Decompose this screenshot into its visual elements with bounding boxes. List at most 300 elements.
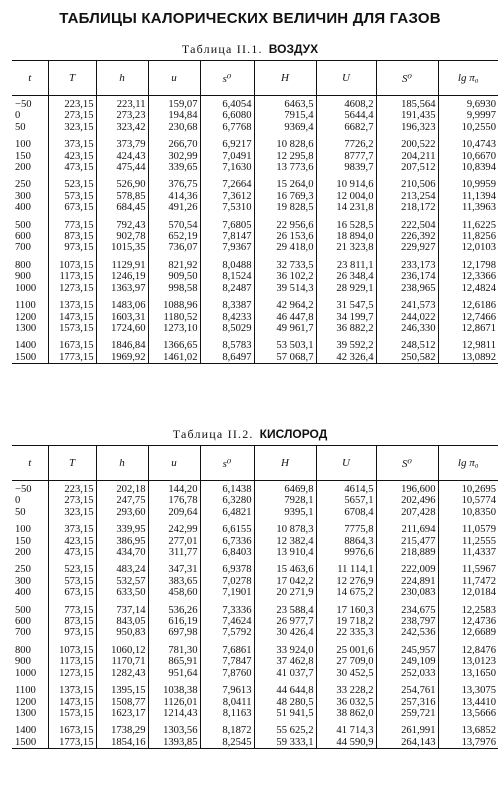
table-cell: 211,694	[376, 524, 438, 535]
table-cell: 737,14	[96, 605, 148, 616]
table-cell: 6708,4	[316, 507, 376, 518]
table-cell: 7,4624	[200, 616, 254, 627]
table-cell: 6,8403	[200, 547, 254, 558]
table-cell: 6,9217	[200, 139, 254, 150]
table-cell: 323,42	[96, 122, 148, 133]
column-header: lg π₀	[438, 446, 498, 481]
table-cell: 414,36	[148, 191, 200, 202]
table-cell: 339,65	[148, 162, 200, 173]
table-cell: 210,506	[376, 179, 438, 190]
table-cell: 909,50	[148, 271, 200, 282]
table-cell: 261,991	[376, 725, 438, 736]
table-cell: 8,5029	[200, 323, 254, 334]
table-cell: 323,15	[48, 507, 96, 518]
table-cell: 1854,16	[96, 737, 148, 749]
table-cell: 6,3280	[200, 495, 254, 506]
table-cell: 254,761	[376, 685, 438, 696]
table-cell: 633,50	[96, 587, 148, 598]
table-cell: 9395,1	[254, 507, 316, 518]
table-cell: 11,0579	[438, 524, 498, 535]
table-cell: 1303,56	[148, 725, 200, 736]
table-row	[12, 340, 498, 351]
table-cell: 673,15	[48, 202, 96, 213]
table-cell: 1483,06	[96, 300, 148, 311]
table-row	[12, 708, 498, 719]
table-cell: 42 964,2	[254, 300, 316, 311]
table-cell: 475,44	[96, 162, 148, 173]
table-cell: 1038,38	[148, 685, 200, 696]
table-cell: 31 547,5	[316, 300, 376, 311]
table-cell: 6682,7	[316, 122, 376, 133]
table-cell: 273,23	[96, 110, 148, 121]
table-cell: 7928,1	[254, 495, 316, 506]
table-cell: 684,45	[96, 202, 148, 213]
table-cell: 12,3366	[438, 271, 498, 282]
table-cell: 11,2555	[438, 536, 498, 547]
table-cell: 12 382,4	[254, 536, 316, 547]
table-cell: 229,927	[376, 242, 438, 253]
table-cell: 100	[12, 524, 48, 535]
table-cell: 8,0411	[200, 697, 254, 708]
header-row	[12, 61, 498, 96]
table-cell: 11,8256	[438, 231, 498, 242]
table-cell: 36 882,2	[316, 323, 376, 334]
table-cell: 10,2695	[438, 481, 498, 496]
table-cell: 38 862,0	[316, 708, 376, 719]
table-cell: 215,477	[376, 536, 438, 547]
table-row	[12, 191, 498, 202]
table-cell: 11,1394	[438, 191, 498, 202]
table-cell: 200	[12, 547, 48, 558]
table-cell: 246,330	[376, 323, 438, 334]
table-cell: 222,009	[376, 564, 438, 575]
table-cell: 223,11	[96, 96, 148, 111]
column-header: s⁰	[200, 61, 254, 96]
table-cell: 12,8476	[438, 645, 498, 656]
table-cell: 250,582	[376, 352, 438, 364]
table-row	[12, 495, 498, 506]
table-cell: 1573,15	[48, 323, 96, 334]
table-air	[12, 60, 498, 364]
table-cell: 218,889	[376, 547, 438, 558]
table-1-caption	[0, 42, 500, 57]
table-cell: 458,60	[148, 587, 200, 598]
column-header: H	[254, 446, 316, 481]
table-row	[12, 110, 498, 121]
table-cell: 11,4337	[438, 547, 498, 558]
table-cell: 12,1798	[438, 260, 498, 271]
table-cell: 1282,43	[96, 668, 148, 679]
table-row	[12, 96, 498, 111]
table-cell: 13,3075	[438, 685, 498, 696]
table-cell: 21 323,8	[316, 242, 376, 253]
column-header: T	[48, 446, 96, 481]
table-cell: 8,1163	[200, 708, 254, 719]
table-cell: 30 452,5	[316, 668, 376, 679]
table-row	[12, 220, 498, 231]
table-row	[12, 139, 498, 150]
table-cell: 1200	[12, 312, 48, 323]
table-cell: 7,9613	[200, 685, 254, 696]
table-cell: 311,77	[148, 547, 200, 558]
table-cell: 1500	[12, 352, 48, 364]
table-cell: 37 462,8	[254, 656, 316, 667]
table-2-name: КИСЛОРОД	[259, 427, 328, 441]
table-cell: 248,512	[376, 340, 438, 351]
table-cell: 473,15	[48, 162, 96, 173]
table-cell: 7,3612	[200, 191, 254, 202]
table-row	[12, 312, 498, 323]
table-cell: 1273,15	[48, 283, 96, 294]
table-cell: 800	[12, 260, 48, 271]
table-cell: 491,26	[148, 202, 200, 213]
table-cell: 500	[12, 220, 48, 231]
table-cell: 36 102,2	[254, 271, 316, 282]
table-cell: 7,1630	[200, 162, 254, 173]
table-cell: 10,5774	[438, 495, 498, 506]
table-cell: 39 514,3	[254, 283, 316, 294]
table-cell: 1461,02	[148, 352, 200, 364]
table-cell: 383,65	[148, 576, 200, 587]
table-cell: 347,31	[148, 564, 200, 575]
table-cell: 12,0184	[438, 587, 498, 598]
table-cell: 5657,1	[316, 495, 376, 506]
table-row	[12, 697, 498, 708]
table-cell: 12,8671	[438, 323, 498, 334]
table-cell: 8,3387	[200, 300, 254, 311]
table-cell: 200	[12, 162, 48, 173]
table-cell: 150	[12, 151, 48, 162]
table-cell: 259,721	[376, 708, 438, 719]
table-cell: 32 733,5	[254, 260, 316, 271]
table-cell: 6,7768	[200, 122, 254, 133]
table-cell: 12,6186	[438, 300, 498, 311]
table-row	[12, 122, 498, 133]
table-cell: 150	[12, 536, 48, 547]
table-cell: 13,5666	[438, 708, 498, 719]
table-cell: 11 114,1	[316, 564, 376, 575]
table-cell: 241,573	[376, 300, 438, 311]
table-cell: 7,8760	[200, 668, 254, 679]
table-cell: 950,83	[96, 627, 148, 638]
column-header: lg π₀	[438, 61, 498, 96]
table-cell: 1073,15	[48, 645, 96, 656]
table-cell: 9976,6	[316, 547, 376, 558]
table-cell: 14 675,2	[316, 587, 376, 598]
table-cell: 49 961,7	[254, 323, 316, 334]
table-row	[12, 231, 498, 242]
table-cell: 523,15	[48, 564, 96, 575]
table-cell: 176,78	[148, 495, 200, 506]
column-header: u	[148, 61, 200, 96]
table-cell: 12,2583	[438, 605, 498, 616]
table-cell: 573,15	[48, 576, 96, 587]
page-title: ТАБЛИЦЫ КАЛОРИЧЕСКИХ ВЕЛИЧИН ДЛЯ ГАЗОВ	[59, 10, 441, 27]
table-cell: 400	[12, 587, 48, 598]
table-cell: 300	[12, 576, 48, 587]
table-cell: 302,99	[148, 151, 200, 162]
table-cell: 6,4821	[200, 507, 254, 518]
table-cell: 1373,15	[48, 300, 96, 311]
table-cell: 386,95	[96, 536, 148, 547]
table-cell: 7,9367	[200, 242, 254, 253]
table-cell: 6469,8	[254, 481, 316, 496]
table-row	[12, 627, 498, 638]
table-cell: 13,6852	[438, 725, 498, 736]
table-row	[12, 162, 498, 173]
table-cell: 19 718,2	[316, 616, 376, 627]
table-cell: 204,211	[376, 151, 438, 162]
table-cell: 39 592,2	[316, 340, 376, 351]
table-cell: 900	[12, 656, 48, 667]
table-cell: 7,0491	[200, 151, 254, 162]
table-cell: 1373,15	[48, 685, 96, 696]
column-header: U	[316, 61, 376, 96]
table-cell: 400	[12, 202, 48, 213]
table-cell: 28 929,1	[316, 283, 376, 294]
table-cell: 1400	[12, 725, 48, 736]
table-cell: 736,07	[148, 242, 200, 253]
table-row	[12, 352, 498, 364]
table-cell: 873,15	[48, 231, 96, 242]
table-cell: 1180,52	[148, 312, 200, 323]
table-cell: 257,316	[376, 697, 438, 708]
table-cell: 8,2545	[200, 737, 254, 749]
table-1-name: ВОЗДУХ	[268, 42, 319, 56]
table-cell: 202,18	[96, 481, 148, 496]
column-header: H	[254, 61, 316, 96]
table-cell: 7,3336	[200, 605, 254, 616]
column-header: S⁰	[376, 446, 438, 481]
table-cell: 1773,15	[48, 737, 96, 749]
table-cell: 10,2550	[438, 122, 498, 133]
table-row	[12, 202, 498, 213]
table-cell: 194,84	[148, 110, 200, 121]
table-cell: 6,4054	[200, 96, 254, 111]
table-cell: 9,9997	[438, 110, 498, 121]
table-cell: 526,90	[96, 179, 148, 190]
table-cell: 500	[12, 605, 48, 616]
table-cell: 1200	[12, 697, 48, 708]
table-cell: 6,7336	[200, 536, 254, 547]
table-cell: 434,70	[96, 547, 148, 558]
table-cell: 1300	[12, 708, 48, 719]
table-cell: 7,0278	[200, 576, 254, 587]
table-cell: 244,022	[376, 312, 438, 323]
column-header: h	[96, 446, 148, 481]
column-header: T	[48, 61, 96, 96]
table-cell: 10 828,6	[254, 139, 316, 150]
table-cell: 207,428	[376, 507, 438, 518]
table-cell: 800	[12, 645, 48, 656]
table-cell: 1573,15	[48, 708, 96, 719]
table-cell: 973,15	[48, 627, 96, 638]
table-row	[12, 587, 498, 598]
table-cell: 532,57	[96, 576, 148, 587]
table-cell: 12,4824	[438, 283, 498, 294]
table-cell: 1773,15	[48, 352, 96, 364]
table-cell: 424,43	[96, 151, 148, 162]
table-cell: 700	[12, 242, 48, 253]
table-cell: 900	[12, 271, 48, 282]
table-cell: 12,6689	[438, 627, 498, 638]
table-cell: 373,15	[48, 524, 96, 535]
table-cell: 57 068,7	[254, 352, 316, 364]
table-cell: 339,95	[96, 524, 148, 535]
table-cell: 13,7976	[438, 737, 498, 749]
table-cell: 22 335,3	[316, 627, 376, 638]
table-cell: 33 228,2	[316, 685, 376, 696]
column-header: t	[12, 446, 48, 481]
table-cell: 8,1524	[200, 271, 254, 282]
table-cell: 196,600	[376, 481, 438, 496]
table-cell: 7,5310	[200, 202, 254, 213]
table-cell: 998,58	[148, 283, 200, 294]
table-cell: 300	[12, 191, 48, 202]
table-row	[12, 271, 498, 282]
table-cell: 0	[12, 110, 48, 121]
table-cell: 673,15	[48, 587, 96, 598]
table-cell: 1273,15	[48, 668, 96, 679]
table-cell: 1173,15	[48, 656, 96, 667]
table-cell: 44 590,9	[316, 737, 376, 749]
table-cell: 18 894,0	[316, 231, 376, 242]
table-oxygen	[12, 445, 498, 749]
table-cell: 249,109	[376, 656, 438, 667]
table-cell: 473,15	[48, 547, 96, 558]
table-cell: 10,6670	[438, 151, 498, 162]
table-cell: 242,99	[148, 524, 200, 535]
table-cell: 10 914,6	[316, 179, 376, 190]
table-cell: 238,797	[376, 616, 438, 627]
table-cell: 17 160,3	[316, 605, 376, 616]
table-cell: 13 910,4	[254, 547, 316, 558]
column-header: u	[148, 446, 200, 481]
table-cell: 26 977,7	[254, 616, 316, 627]
table-cell: 29 418,0	[254, 242, 316, 253]
table-cell: 13,1650	[438, 668, 498, 679]
table-cell: 273,15	[48, 495, 96, 506]
table-cell: 27 709,0	[316, 656, 376, 667]
table-cell: 1673,15	[48, 340, 96, 351]
table-cell: 902,78	[96, 231, 148, 242]
table-cell: 578,85	[96, 191, 148, 202]
table-cell: 13 773,6	[254, 162, 316, 173]
table-cell: 1623,17	[96, 708, 148, 719]
table-cell: 230,68	[148, 122, 200, 133]
table-cell: 1100	[12, 685, 48, 696]
table-cell: 16 769,3	[254, 191, 316, 202]
table-row	[12, 524, 498, 535]
table-cell: 773,15	[48, 220, 96, 231]
table-cell: 293,60	[96, 507, 148, 518]
table-cell: 13,4410	[438, 697, 498, 708]
table-cell: 7,6861	[200, 645, 254, 656]
table-cell: 218,172	[376, 202, 438, 213]
table-cell: 223,15	[48, 481, 96, 496]
table-cell: 1969,92	[96, 352, 148, 364]
table-cell: 11,5967	[438, 564, 498, 575]
table-cell: 8,1872	[200, 725, 254, 736]
table-cell: 41 714,3	[316, 725, 376, 736]
table-cell: 11,7472	[438, 576, 498, 587]
table-cell: 46 447,8	[254, 312, 316, 323]
table-cell: 11,3963	[438, 202, 498, 213]
table-row	[12, 576, 498, 587]
table-cell: 1363,97	[96, 283, 148, 294]
table-cell: 8,6497	[200, 352, 254, 364]
column-header: h	[96, 61, 148, 96]
table-cell: 10,8394	[438, 162, 498, 173]
table-cell: 22 956,6	[254, 220, 316, 231]
table-row	[12, 536, 498, 547]
table-cell: 536,26	[148, 605, 200, 616]
column-header: t	[12, 61, 48, 96]
table-cell: 250	[12, 179, 48, 190]
table-cell: 7,6805	[200, 220, 254, 231]
table-cell: 7,8147	[200, 231, 254, 242]
table-cell: 523,15	[48, 179, 96, 190]
table-cell: 1173,15	[48, 271, 96, 282]
table-cell: 6,6155	[200, 524, 254, 535]
table-cell: 951,64	[148, 668, 200, 679]
table-cell: 1393,85	[148, 737, 200, 749]
table-cell: 44 644,8	[254, 685, 316, 696]
table-row	[12, 668, 498, 679]
table-cell: 843,05	[96, 616, 148, 627]
table-cell: 781,30	[148, 645, 200, 656]
table-cell: 12,4736	[438, 616, 498, 627]
table-row	[12, 685, 498, 696]
table-row	[12, 645, 498, 656]
table-cell: 12,0103	[438, 242, 498, 253]
table-cell: 865,91	[148, 656, 200, 667]
table-cell: 247,75	[96, 495, 148, 506]
table-1-label: Таблица II.1.	[181, 42, 263, 56]
table-cell: 1473,15	[48, 312, 96, 323]
table-cell: 1738,29	[96, 725, 148, 736]
table-cell: 8,2487	[200, 283, 254, 294]
table-cell: 1603,31	[96, 312, 148, 323]
table-cell: 30 426,4	[254, 627, 316, 638]
table-row	[12, 151, 498, 162]
table-cell: 196,323	[376, 122, 438, 133]
table-row	[12, 481, 498, 496]
table-cell: 191,435	[376, 110, 438, 121]
table-cell: 273,15	[48, 110, 96, 121]
header-row	[12, 446, 498, 481]
table-cell: 242,536	[376, 627, 438, 638]
table-cell: 23 811,1	[316, 260, 376, 271]
table-cell: 12 004,0	[316, 191, 376, 202]
table-row	[12, 300, 498, 311]
table-cell: 14 231,8	[316, 202, 376, 213]
table-cell: 10,8350	[438, 507, 498, 518]
table-cell: 48 280,5	[254, 697, 316, 708]
table-cell: 1100	[12, 300, 48, 311]
table-cell: 7,5792	[200, 627, 254, 638]
table-cell: 245,957	[376, 645, 438, 656]
table-cell: 697,98	[148, 627, 200, 638]
table-cell: 7775,8	[316, 524, 376, 535]
table-cell: 12 295,8	[254, 151, 316, 162]
table-cell: 226,392	[376, 231, 438, 242]
table-cell: 223,15	[48, 96, 96, 111]
table-cell: 238,965	[376, 283, 438, 294]
table-cell: 42 326,4	[316, 352, 376, 364]
table-cell: 144,20	[148, 481, 200, 496]
table-cell: 10,9959	[438, 179, 498, 190]
